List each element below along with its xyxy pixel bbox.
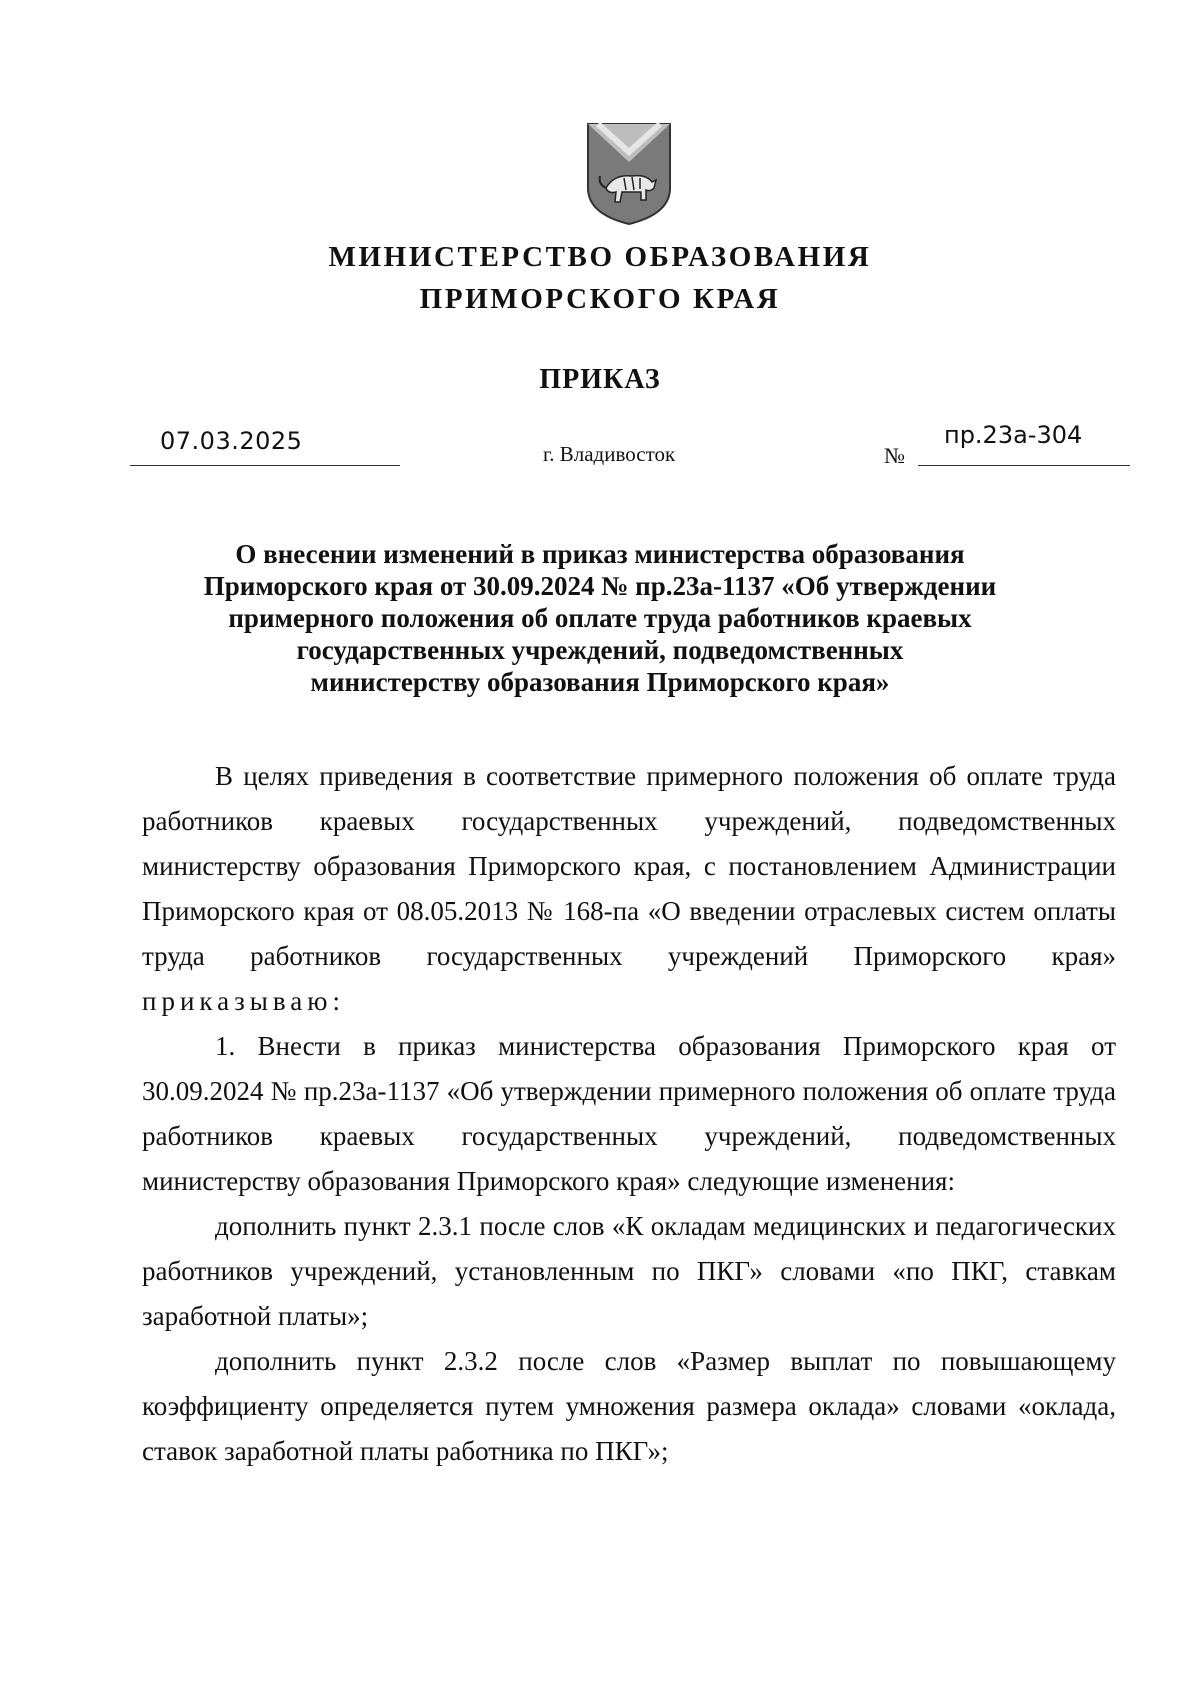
item-3-paragraph: дополнить пункт 2.3.2 после слов «Размер выплат по повышающему коэффициенту определяется путем умножения размера оклада» словами «оклада, ставок заработной платы работника по ПКГ»;: [142, 1346, 1116, 1466]
item-2-paragraph: дополнить пункт 2.3.1 после слов «К окладам медицинских и педагогических работников учреждений, установленным по ПКГ» словами «по ПКГ, ставкам заработной платы»;: [142, 1211, 1116, 1331]
order-body: [142, 754, 1116, 1474]
subject-line: примерного положения об оплате труда работников краевых: [228, 603, 972, 633]
coat-of-arms-icon: [584, 118, 674, 228]
order-word: приказываю:: [142, 986, 345, 1016]
order-date: 07.03.2025: [160, 427, 303, 455]
item-1-paragraph: 1. Внести в приказ министерства образования Приморского края от 30.09.2024 № пр.23а-1137 «Об утверждении примерного положения об оплате труда работников краевых государственных учреждений, подведомственных министерству образования Приморского края» следующие изменения:: [142, 1031, 1116, 1196]
subject-line: министерству образования Приморского края»: [310, 667, 890, 697]
preamble-text: В целях приведения в соответствие примерного положения об оплате труда работников краевых государственных учреждений, подведомственных министерству образования Приморского края, с постановлением Администрации Приморского края от 08.05.2013 № 168-па «О введении отраслевых систем оплаты труда работников государственных учреждений Приморского края»: [142, 761, 1116, 971]
subject-line: Приморского края от 30.09.2024 № пр.23а-1137 «Об утверждении: [203, 571, 997, 601]
ministry-name-line2: ПРИМОРСКОГО КРАЯ: [419, 283, 781, 315]
number-underline: [918, 465, 1130, 466]
order-number: пр.23а-304: [944, 421, 1083, 449]
order-subject: [150, 538, 1050, 698]
subject-line: государственных учреждений, подведомственных: [296, 635, 904, 665]
subject-line: О внесении изменений в приказ министерства образования: [235, 539, 965, 569]
document-type-title: ПРИКАЗ: [539, 364, 661, 395]
preamble-paragraph: [142, 754, 1116, 1024]
number-sign: №: [884, 443, 905, 468]
order-city: г. Владивосток: [543, 442, 676, 466]
date-underline: [130, 465, 400, 466]
ministry-name-line1: МИНИСТЕРСТВО ОБРАЗОВАНИЯ: [328, 241, 872, 273]
